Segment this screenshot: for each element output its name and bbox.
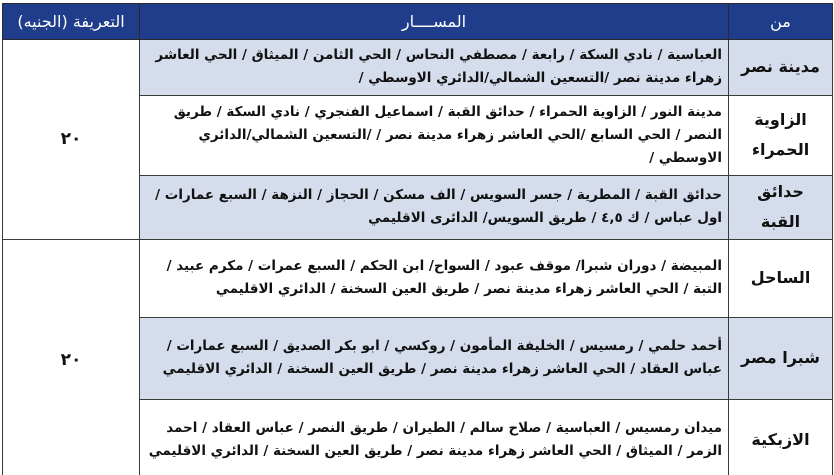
header-row (3, 4, 833, 40)
table-row (3, 40, 833, 96)
route-cell: ميدان رمسيس / العباسية / صلاح سالم / الطيران / طريق النصر / عباس العقاد / احمد الزمر / الميثاق / الحي العاشر زهراء مدينة نصر / طريق العين السخنة / الدائري الاقليمي (140, 400, 729, 475)
fare-cell: ٢٠ (3, 40, 140, 240)
fare-table (2, 3, 833, 475)
route-cell: أحمد حلمي / رمسيس / الخليفة المأمون / روكسي / ابو بكر الصديق / السبع عمارات / عباس العقاد / الحي العاشر زهراء مدينة نصر / طريق العين السخنة / الدائري الاقليمي (140, 318, 729, 400)
from-cell: حدائق القبة (729, 176, 833, 240)
route-cell: العباسية / نادي السكة / رابعة / مصطفي النحاس / الحي الثامن / الميثاق / الحي العاشر زهراء مدينة نصر /التسعين الشمالي/الدائري الاوسطي / (140, 40, 729, 96)
fare-cell: ٢٠ (3, 240, 140, 475)
from-cell: الساحل (729, 240, 833, 318)
from-cell: الزاوية الحمراء (729, 96, 833, 176)
from-cell: مدينة نصر (729, 40, 833, 96)
table-row (3, 240, 833, 318)
from-cell: الازبكية (729, 400, 833, 475)
header-fare: التعريفة (الجنيه) (3, 4, 140, 40)
route-cell: حدائق القبة / المطرية / جسر السويس / الف مسكن / الحجاز / النزهة / السبع عمارات / اول عباس / ك ٤,٥ / طريق السويس/ الدائرى الاقليمي (140, 176, 729, 240)
route-cell: مدينة النور / الزاوية الحمراء / حدائق القبة / اسماعيل الفنجري / نادي السكة / طريق النصر / الحي السابع /الحي العاشر زهراء مدينة نصر / /التسعين الشمالي/الدائري الاوسطي / (140, 96, 729, 176)
route-cell: المبيضة / دوران شبرا/ موقف عبود / السواح/ ابن الحكم / السبع عمرات / مكرم عبيد / التبة / الحي العاشر زهراء مدينة نصر / طريق العين السخنة / الدائري الاقليمي (140, 240, 729, 318)
header-route: المســــار (140, 4, 729, 40)
header-from: من (729, 4, 833, 40)
from-cell: شبرا مصر (729, 318, 833, 400)
